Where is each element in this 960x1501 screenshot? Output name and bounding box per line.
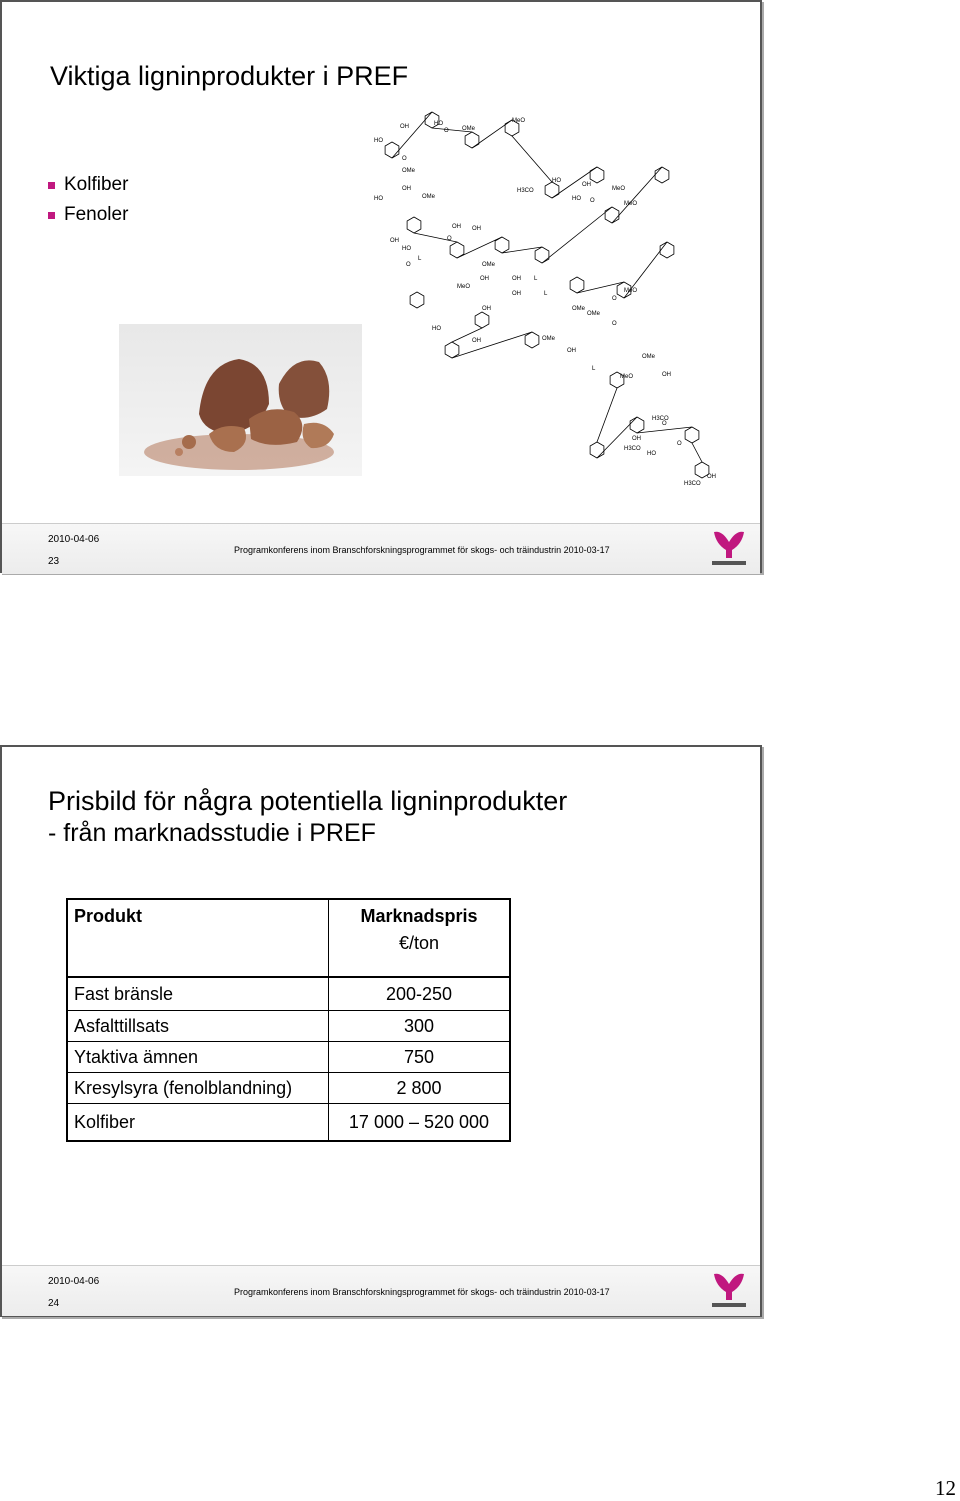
- atom-label: HO: [647, 451, 656, 457]
- slide-number: 24: [48, 1298, 60, 1309]
- benzene-ring: [570, 277, 584, 293]
- product-cell: Ytaktiva ämnen: [67, 1042, 329, 1073]
- atom-label: HO: [374, 196, 383, 202]
- price-header-label: Marknadspris: [360, 906, 478, 926]
- bullet-list: [48, 170, 128, 230]
- bond-line: [612, 167, 662, 223]
- slide-footer: [2, 1265, 760, 1316]
- slide-footer: [2, 523, 760, 574]
- table-row: [67, 1011, 510, 1042]
- logo-icon: [708, 528, 750, 570]
- bond-line: [542, 207, 612, 263]
- price-cell: 2 800: [329, 1073, 511, 1104]
- bond-line: [392, 112, 432, 158]
- atom-label: O: [590, 198, 595, 204]
- atom-label: H3CO: [652, 416, 669, 422]
- footer-date: 2010-04-06: [48, 1276, 100, 1287]
- lignin-unit-label: L: [544, 291, 548, 297]
- atom-label: OH: [472, 226, 481, 232]
- atom-label: OMe: [462, 126, 476, 132]
- product-cell: Asfalttillsats: [67, 1011, 329, 1042]
- table-row: [67, 1073, 510, 1104]
- bond-line: [512, 136, 552, 182]
- atom-label: MeO: [612, 186, 626, 192]
- atom-label: OH: [390, 238, 399, 244]
- atom-label: OMe: [542, 336, 556, 342]
- benzene-ring: [590, 442, 604, 458]
- atom-label: OH: [662, 372, 671, 378]
- product-cell: Kolfiber: [67, 1104, 329, 1142]
- slide-subtitle: - från marknadsstudie i PREF: [48, 819, 376, 847]
- atom-label: OH: [482, 306, 491, 312]
- atom-label: OH: [632, 436, 641, 442]
- bond-line: [692, 443, 702, 462]
- atom-label: MeO: [624, 288, 638, 294]
- atom-label: MeO: [624, 201, 638, 207]
- benzene-ring: [445, 342, 459, 358]
- logo-icon: [708, 1270, 750, 1312]
- atom-label: OMe: [572, 306, 586, 312]
- bond-line: [472, 120, 512, 148]
- atom-label: HO: [374, 138, 383, 144]
- slide-number: 23: [48, 556, 60, 567]
- atom-label: OMe: [422, 194, 436, 200]
- atom-label: OH: [567, 348, 576, 354]
- atom-label: MeO: [457, 284, 471, 290]
- footer-text: Programkonferens inom Branschforskningsprogrammet för skogs- och träindustrin 2010-03-17: [234, 1287, 610, 1297]
- atom-label: O: [406, 262, 411, 268]
- benzene-ring: [475, 312, 489, 328]
- slide-title: Prisbild för några potentiella ligninprodukter: [48, 786, 568, 816]
- bond-line: [452, 332, 532, 358]
- atom-label: OH: [582, 182, 591, 188]
- atom-label: O: [402, 156, 407, 162]
- benzene-ring: [660, 242, 674, 258]
- benzene-ring: [535, 247, 549, 263]
- table-row: [67, 977, 510, 1011]
- atom-label: OH: [400, 124, 409, 130]
- bond-line: [637, 427, 692, 433]
- benzene-ring: [385, 142, 399, 158]
- product-cell: Kresylsyra (fenolblandning): [67, 1073, 329, 1104]
- benzene-ring: [545, 182, 559, 198]
- price-table: [66, 898, 511, 1142]
- atom-label: O: [447, 236, 452, 242]
- bullet-square-icon: [48, 182, 55, 189]
- bullet-square-icon: [48, 212, 55, 219]
- atom-label: O: [677, 441, 682, 447]
- price-unit: €/ton: [398, 933, 440, 953]
- table-row: [67, 1104, 510, 1142]
- slide-title: Viktiga ligninprodukter i PREF: [50, 61, 409, 91]
- atom-label: OMe: [587, 311, 601, 317]
- atom-label: O: [612, 296, 617, 302]
- atom-label: OH: [472, 338, 481, 344]
- lignin-unit-label: L: [534, 276, 538, 282]
- atom-label: OMe: [402, 168, 416, 174]
- bond-line: [502, 247, 542, 253]
- atom-label: HO: [434, 121, 443, 127]
- atom-label: OH: [707, 474, 716, 480]
- atom-label: HO: [572, 196, 581, 202]
- slide-23: [0, 0, 762, 573]
- atom-label: OMe: [482, 262, 496, 268]
- atom-label: O: [612, 321, 617, 327]
- atom-label: HO: [432, 326, 441, 332]
- atom-label: OH: [402, 186, 411, 192]
- atom-label: OH: [452, 224, 461, 230]
- price-cell: 750: [329, 1042, 511, 1073]
- bullet-text: Kolfiber: [64, 174, 129, 195]
- benzene-ring: [630, 417, 644, 433]
- atom-label: HO: [552, 178, 561, 184]
- atom-label: OH: [480, 276, 489, 282]
- lignin-unit-label: L: [418, 256, 422, 262]
- benzene-ring: [465, 132, 479, 148]
- benzene-ring: [655, 167, 669, 183]
- atom-label: OMe: [642, 354, 656, 360]
- footer-text: Programkonferens inom Branschforskningsprogrammet för skogs- och träindustrin 2010-03-17: [234, 545, 610, 555]
- column-header-product: Produkt: [74, 906, 143, 926]
- benzene-ring: [590, 167, 604, 183]
- benzene-ring: [407, 217, 421, 233]
- product-cell: Fast bränsle: [67, 977, 329, 1011]
- atom-label: MeO: [620, 374, 634, 380]
- atom-label: HO: [402, 246, 411, 252]
- bullet-item: [48, 200, 128, 230]
- benzene-ring: [605, 207, 619, 223]
- bullet-item: [48, 170, 128, 200]
- price-cell: 200-250: [329, 977, 511, 1011]
- column-header-price: [329, 899, 511, 977]
- price-cell: 300: [329, 1011, 511, 1042]
- lignin-photo: [119, 324, 362, 476]
- atom-label: O: [662, 421, 667, 427]
- atom-label: H3CO: [517, 188, 534, 194]
- atom-label: O: [444, 128, 449, 134]
- atom-label: OH: [512, 291, 521, 297]
- table-row: [67, 1042, 510, 1073]
- lignin-structure-diagram: [362, 80, 762, 500]
- price-cell: 17 000 – 520 000: [329, 1104, 511, 1142]
- atom-label: H3CO: [684, 481, 701, 487]
- bond-line: [597, 388, 617, 442]
- atom-label: MeO: [512, 118, 526, 124]
- bullet-text: Fenoler: [64, 204, 129, 225]
- lignin-unit-label: L: [592, 366, 596, 372]
- benzene-ring: [410, 292, 424, 308]
- atom-label: OH: [512, 276, 521, 282]
- benzene-ring: [685, 427, 699, 443]
- page-number: 12: [935, 1476, 956, 1500]
- footer-date: 2010-04-06: [48, 534, 100, 545]
- benzene-ring: [525, 332, 539, 348]
- atom-label: H3CO: [624, 446, 641, 452]
